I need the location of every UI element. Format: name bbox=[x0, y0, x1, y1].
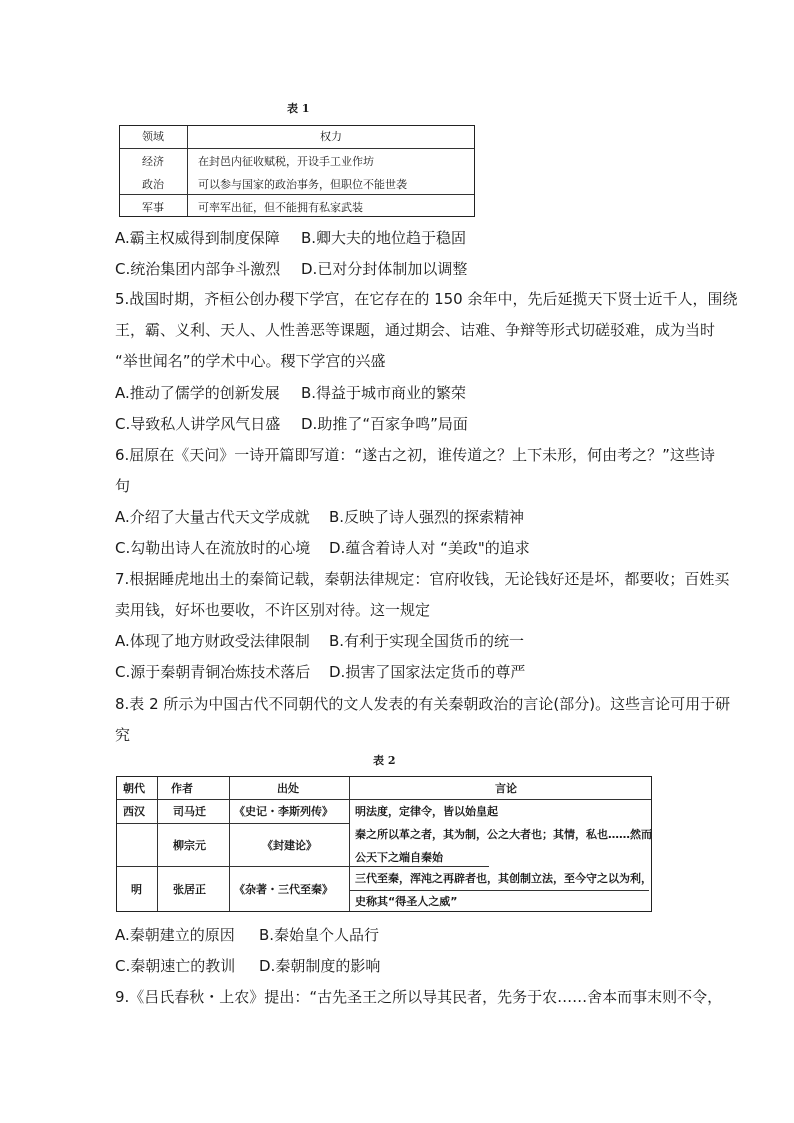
q5-option-b: B.得益于城市商业的繁荣 bbox=[301, 384, 467, 402]
table2-caption: 表 2 bbox=[373, 754, 396, 767]
table2-cell: 秦之所以革之者，其为制，公之大者也；其情，私也……然而 bbox=[355, 828, 652, 841]
table2 bbox=[116, 776, 652, 912]
q4-option-a: A.霸主权威得到制度保障 bbox=[115, 229, 280, 247]
q8-option-b: B.秦始皇个人品行 bbox=[259, 926, 380, 944]
q5-option-a: A.推动了儒学的创新发展 bbox=[115, 384, 280, 402]
table1-cell: 可以参与国家的政治事务，但职位不能世袭 bbox=[198, 178, 407, 191]
q5-stem-line: “举世闻名”的学术中心。稷下学宫的兴盛 bbox=[115, 352, 386, 370]
q7-stem-line: 卖用钱，好坏也要收，不许区别对待。这一规定 bbox=[115, 601, 431, 619]
table1-header-field: 领域 bbox=[142, 130, 164, 143]
q6-option-d: D.蕴含着诗人对 “美政"的追求 bbox=[329, 539, 530, 557]
q5-stem-line: 5.战国时期，齐桓公创办稷下学宫，在它存在的 150 余年中，先后延揽天下贤士近千人，围绕 bbox=[115, 290, 738, 308]
q7-option-c: C.源于秦朝青铜冶炼技术落后 bbox=[115, 663, 311, 681]
table2-cell: 《封建论》 bbox=[262, 839, 317, 852]
table1 bbox=[119, 125, 475, 217]
q6-stem-line: 句 bbox=[115, 477, 131, 495]
q7-stem-line: 7.根据睡虎地出土的秦简记载，秦朝法律规定：官府收钱，无论钱好还是坏，都要收；百姓买 bbox=[115, 570, 730, 588]
q6-stem-line: 6.屈原在《天问》一诗开篇即写道：“遂古之初，谁传道之？上下未形，何由考之？”这些诗 bbox=[115, 446, 715, 464]
table2-cell: 《杂著・三代至秦》 bbox=[234, 883, 333, 896]
table1-cell: 经济 bbox=[142, 155, 164, 168]
q7-option-d: D.损害了国家法定货币的尊严 bbox=[329, 663, 526, 681]
q9-stem-line: 9.《吕氏春秋・上农》提出：“古先圣王之所以导其民者，先务于农……舍本而事末则不令， bbox=[115, 988, 723, 1006]
table1-caption: 表 1 bbox=[287, 102, 310, 115]
q4-option-b: B.卿大夫的地位趋于稳固 bbox=[301, 229, 467, 247]
table2-cell: 明 bbox=[131, 883, 142, 896]
q5-option-d: D.助推了“百家争鸣”局面 bbox=[301, 415, 468, 433]
q7-option-b: B.有利于实现全国货币的统一 bbox=[329, 632, 525, 650]
q6-option-b: B.反映了诗人强烈的探索精神 bbox=[329, 508, 525, 526]
q8-option-d: D.秦朝制度的影响 bbox=[259, 957, 381, 975]
table2-header-source: 出处 bbox=[277, 782, 299, 795]
table1-cell: 军事 bbox=[142, 201, 164, 214]
q8-option-c: C.秦朝速亡的教训 bbox=[115, 957, 236, 975]
q8-stem-line: 究 bbox=[115, 726, 131, 744]
q5-stem-line: 王，霸、义利、天人、人性善恶等课题，通过期会、诘难、争辩等形式切磋驳难，成为当时 bbox=[115, 321, 716, 339]
table2-cell: 司马迁 bbox=[173, 805, 206, 818]
q8-option-a: A.秦朝建立的原因 bbox=[115, 926, 235, 944]
q6-option-c: C.勾勒出诗人在流放时的心境 bbox=[115, 539, 311, 557]
table2-cell: 柳宗元 bbox=[173, 839, 206, 852]
q8-stem-line: 8.表 2 所示为中国古代不同朝代的文人发表的有关秦朝政治的言论(部分)。这些言论可用于研 bbox=[115, 695, 731, 713]
table2-cell: 史称其“得圣人之威” bbox=[355, 895, 458, 908]
table2-header-quote: 言论 bbox=[495, 782, 517, 795]
table2-cell: 明法度，定律令，皆以始皇起 bbox=[355, 805, 498, 818]
table1-cell: 可率军出征，但不能拥有私家武装 bbox=[198, 201, 363, 214]
table2-header-author: 作者 bbox=[171, 782, 193, 795]
table1-cell: 在封邑内征收赋税，开设手工业作坊 bbox=[198, 155, 374, 168]
table2-cell: 三代至秦，浑沌之再辟者也，其创制立法，至今守之以为利， bbox=[355, 872, 652, 885]
table1-cell: 政治 bbox=[142, 178, 164, 191]
q5-option-c: C.导致私人讲学风气日盛 bbox=[115, 415, 281, 433]
table2-cell: 西汉 bbox=[123, 805, 145, 818]
table2-cell: 公天下之端自秦始 bbox=[355, 851, 443, 864]
table2-header-dynasty: 朝代 bbox=[123, 782, 145, 795]
q6-option-a: A.介绍了大量古代天文学成就 bbox=[115, 508, 310, 526]
table1-header-power: 权力 bbox=[320, 130, 342, 143]
q7-option-a: A.体现了地方财政受法律限制 bbox=[115, 632, 310, 650]
q4-option-c: C.统治集团内部争斗激烈 bbox=[115, 260, 281, 278]
table2-cell: 《史记・李斯列传》 bbox=[234, 805, 333, 818]
q4-option-d: D.已对分封体制加以调整 bbox=[301, 260, 468, 278]
table2-cell: 张居正 bbox=[173, 883, 206, 896]
